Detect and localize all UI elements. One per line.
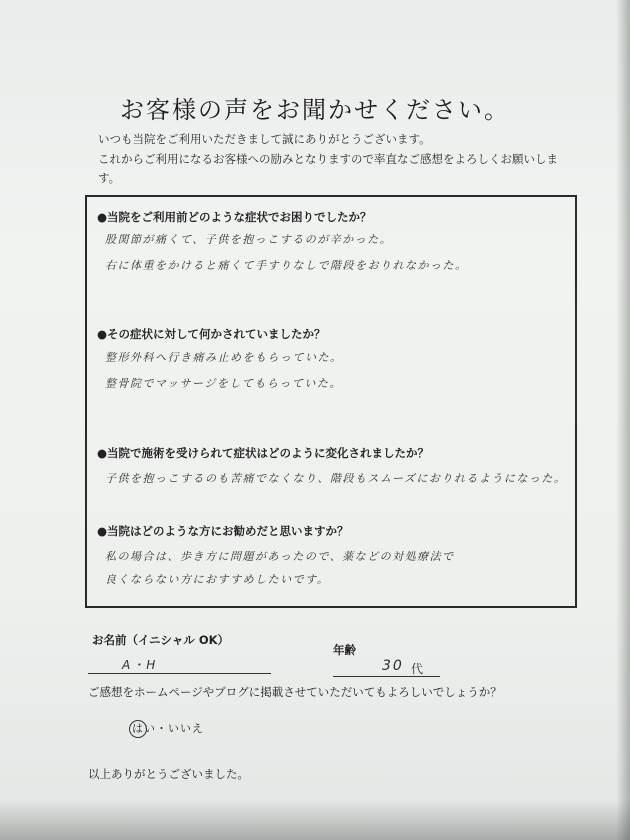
name-underline	[88, 673, 271, 674]
questions-box	[85, 195, 577, 608]
intro-line-3: す。	[98, 171, 121, 185]
question-2: ●その症状に対して何かされていましたか？	[97, 327, 326, 341]
page-bottom-shadow	[0, 800, 630, 840]
age-value: 30	[382, 658, 404, 674]
consent-question: ご感想をホームページやブログに掲載させていただいてもよろしいでしょうか？	[88, 685, 502, 699]
intro-line-1: いつも当院をご利用いただきまして誠にありがとうございます。	[98, 132, 431, 146]
question-1: ●当院をご利用前どのような症状でお困りでしたか？	[97, 210, 372, 224]
page-title: お客様の声をお聞かせください。	[120, 96, 510, 124]
age-underline	[333, 676, 440, 677]
name-label: お名前（イニシャル OK）	[92, 633, 229, 647]
answer-4-line-2: 良くならない方におすすめしたいです。	[105, 573, 330, 586]
name-value: A・H	[122, 658, 158, 672]
answer-2-line-1: 整形外科へ行き痛み止めをもらっていた。	[105, 351, 343, 364]
consent-options: はい・いいえ	[132, 722, 204, 735]
page-edge-shadow	[616, 0, 630, 840]
consent-yes-circle-mark	[129, 720, 147, 738]
closing-text: 以上ありがとうございました。	[88, 767, 249, 781]
answer-3-line-1: 子供を抱っこするのも苦痛でなくなり、階段もスムーズにおりれるようになった。	[105, 472, 567, 485]
question-4: ●当院はどのような方にお勧めだと思いますか？	[97, 524, 349, 538]
age-suffix: 代	[411, 662, 424, 676]
answer-2-line-2: 整骨院でマッサージをしてもらっていた。	[105, 377, 342, 390]
question-3: ●当院で施術を受けられて症状はどのように変化されましたか？	[97, 446, 430, 460]
answer-1-line-1: 股関節が痛くて、子供を抱っこするのが辛かった。	[105, 233, 393, 246]
age-label: 年齢	[333, 643, 356, 657]
intro-line-2: これからご利用になるお客様への励みとなりますので率直なご感想をよろしくお願いしま	[98, 152, 558, 166]
answer-4-line-1: 私の場合は、歩き方に問題があったので、薬などの対処療法で	[105, 550, 455, 563]
answer-1-line-2: 右に体重をかけると痛くて手すりなしで階段をおりれなかった。	[105, 259, 468, 272]
